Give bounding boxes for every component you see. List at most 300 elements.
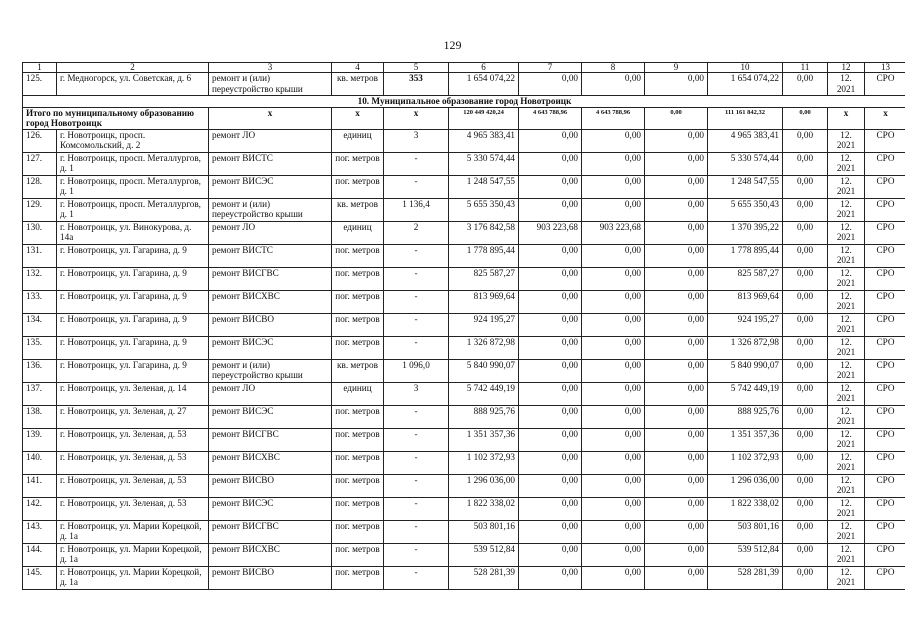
term-cell: 12. 2021 [828, 313, 865, 336]
term-cell: 12. 2021 [828, 497, 865, 520]
unit-cell: пог. метров [332, 290, 384, 313]
cost-cell: 0,00 [519, 474, 582, 497]
cost-cell: 0,00 [582, 497, 645, 520]
work-type-cell: ремонт ВИСХВС [209, 451, 332, 474]
column-number: 11 [783, 63, 828, 73]
column-number: 6 [449, 63, 519, 73]
cost-cell: 0,00 [582, 267, 645, 290]
term-cell: 12. 2021 [828, 221, 865, 244]
address-cell: г. Новотроицк, ул. Гагарина, д. 9 [57, 267, 209, 290]
cost-cell: 4 965 383,41 [708, 129, 783, 152]
work-type-cell: ремонт ВИСТС [209, 244, 332, 267]
total-cost-cell: 813 969,64 [449, 290, 519, 313]
address-cell: г. Новотроицк, ул. Винокурова, д. 14а [57, 221, 209, 244]
cost-cell: 0,00 [783, 244, 828, 267]
address-cell: г. Новотроицк, ул. Марии Корецкой, д. 1а [57, 566, 209, 589]
cost-cell: 0,00 [645, 382, 708, 405]
table-row [23, 405, 905, 428]
cost-cell: 0,00 [582, 405, 645, 428]
total-cost-cell: 4 965 383,41 [449, 129, 519, 152]
total-cell: 120 449 420,24 [449, 107, 519, 129]
row-number: 129. [23, 198, 57, 221]
cost-cell: 0,00 [645, 221, 708, 244]
table-row [23, 566, 905, 589]
cost-cell: 0,00 [783, 175, 828, 198]
total-cost-cell: 1 822 338,02 [449, 497, 519, 520]
row-number: 145. [23, 566, 57, 589]
work-type-cell: ремонт и (или) переустройство крыши [209, 198, 332, 221]
cost-cell: 0,00 [783, 290, 828, 313]
row-number: 142. [23, 497, 57, 520]
cost-cell: 0,00 [783, 313, 828, 336]
cost-cell: 0,00 [645, 497, 708, 520]
address-cell: г. Новотроицк, просп. Комсомольский, д. 2 [57, 129, 209, 152]
total-cell: 4 643 788,96 [582, 107, 645, 129]
address-cell: г. Новотроицк, просп. Металлургов, д. 1 [57, 198, 209, 221]
quantity-cell: - [384, 313, 449, 336]
work-type-cell: ремонт ВИСГВС [209, 520, 332, 543]
address-cell: г. Новотроицк, ул. Марии Корецкой, д. 1а [57, 520, 209, 543]
total-cell: 111 161 842,32 [708, 107, 783, 129]
cost-cell: 0,00 [783, 474, 828, 497]
total-cost-cell: 888 925,76 [449, 405, 519, 428]
cost-cell: 528 281,39 [708, 566, 783, 589]
cost-cell: 0,00 [519, 313, 582, 336]
row-number: 133. [23, 290, 57, 313]
column-number: 9 [645, 63, 708, 73]
term-cell: 12. 2021 [828, 73, 865, 96]
quantity-cell: - [384, 566, 449, 589]
cost-cell: 0,00 [645, 520, 708, 543]
cost-cell: 0,00 [783, 543, 828, 566]
cost-cell: 0,00 [519, 244, 582, 267]
page-number: 129 [443, 38, 462, 52]
total-cost-cell: 5 330 574,44 [449, 152, 519, 175]
method-cell: СРО [865, 152, 905, 175]
column-number: 8 [582, 63, 645, 73]
table-row [23, 497, 905, 520]
total-cost-cell: 924 195,27 [449, 313, 519, 336]
cost-cell: 0,00 [783, 152, 828, 175]
address-cell: г. Новотроицк, ул. Гагарина, д. 9 [57, 290, 209, 313]
cost-cell: 0,00 [783, 428, 828, 451]
work-type-cell: ремонт ВИСТС [209, 152, 332, 175]
cost-cell: 0,00 [645, 175, 708, 198]
cost-cell: 0,00 [783, 336, 828, 359]
unit-cell: единиц [332, 129, 384, 152]
total-cell: х [332, 107, 384, 129]
method-cell: СРО [865, 474, 905, 497]
work-type-cell: ремонт ВИСХВС [209, 543, 332, 566]
row-number: 128. [23, 175, 57, 198]
table-row [23, 520, 905, 543]
row-number: 143. [23, 520, 57, 543]
column-number: 10 [708, 63, 783, 73]
row-number: 140. [23, 451, 57, 474]
cost-cell: 503 801,16 [708, 520, 783, 543]
cost-cell: 1 102 372,93 [708, 451, 783, 474]
method-cell: СРО [865, 221, 905, 244]
unit-cell: пог. метров [332, 175, 384, 198]
address-cell: г. Новотроицк, ул. Зеленая, д. 53 [57, 428, 209, 451]
quantity-cell: - [384, 290, 449, 313]
table-row [23, 244, 905, 267]
total-cost-cell: 825 587,27 [449, 267, 519, 290]
cost-cell: 0,00 [519, 520, 582, 543]
cost-cell: 0,00 [582, 244, 645, 267]
total-cell: х [384, 107, 449, 129]
row-number: 127. [23, 152, 57, 175]
total-row [23, 107, 905, 129]
total-cost-cell: 539 512,84 [449, 543, 519, 566]
table-row [23, 543, 905, 566]
cost-cell: 1 326 872,98 [708, 336, 783, 359]
term-cell: 12. 2021 [828, 428, 865, 451]
cost-cell: 0,00 [783, 497, 828, 520]
address-cell: г. Медногорск, ул. Советская, д. 6 [57, 73, 209, 96]
row-number: 141. [23, 474, 57, 497]
unit-cell: пог. метров [332, 244, 384, 267]
unit-cell: пог. метров [332, 152, 384, 175]
work-type-cell: ремонт ВИСГВС [209, 267, 332, 290]
cost-cell: 0,00 [519, 405, 582, 428]
cost-cell: 1 351 357,36 [708, 428, 783, 451]
unit-cell: кв. метров [332, 198, 384, 221]
column-number: 1 [23, 63, 57, 73]
cost-cell: 0,00 [519, 129, 582, 152]
row-number: 125. [23, 73, 57, 96]
work-type-cell: ремонт ЛО [209, 221, 332, 244]
cost-cell: 813 969,64 [708, 290, 783, 313]
cost-cell: 0,00 [645, 336, 708, 359]
term-cell: 12. 2021 [828, 129, 865, 152]
table-row [23, 152, 905, 175]
table-row [23, 175, 905, 198]
row-number: 139. [23, 428, 57, 451]
total-label: Итого по муниципальному образованию город Новотроицк [23, 107, 209, 129]
table-row [23, 336, 905, 359]
table-body [23, 63, 905, 590]
column-number: 2 [57, 63, 209, 73]
column-number: 3 [209, 63, 332, 73]
unit-cell: пог. метров [332, 428, 384, 451]
cost-cell: 0,00 [783, 451, 828, 474]
cost-cell: 0,00 [519, 175, 582, 198]
cost-cell: 903 223,68 [519, 221, 582, 244]
work-type-cell: ремонт ВИСЭС [209, 175, 332, 198]
total-cost-cell: 5 742 449,19 [449, 382, 519, 405]
cost-cell: 0,00 [519, 359, 582, 382]
column-number: 4 [332, 63, 384, 73]
work-type-cell: ремонт ЛО [209, 382, 332, 405]
table-row [23, 267, 905, 290]
cost-cell: 0,00 [519, 497, 582, 520]
column-number: 5 [384, 63, 449, 73]
row-number: 135. [23, 336, 57, 359]
row-number: 126. [23, 129, 57, 152]
quantity-cell: - [384, 543, 449, 566]
cost-cell: 0,00 [783, 520, 828, 543]
total-cost-cell: 1 778 895,44 [449, 244, 519, 267]
cost-cell: 0,00 [519, 566, 582, 589]
total-cost-cell: 1 326 872,98 [449, 336, 519, 359]
cost-cell: 0,00 [582, 290, 645, 313]
cost-cell: 0,00 [645, 405, 708, 428]
total-cost-cell: 503 801,16 [449, 520, 519, 543]
work-type-cell: ремонт ВИСВО [209, 313, 332, 336]
cost-cell: 0,00 [645, 543, 708, 566]
cost-cell: 0,00 [645, 198, 708, 221]
total-cost-cell: 528 281,39 [449, 566, 519, 589]
method-cell: СРО [865, 359, 905, 382]
address-cell: г. Новотроицк, просп. Металлургов, д. 1 [57, 152, 209, 175]
term-cell: 12. 2021 [828, 405, 865, 428]
unit-cell: пог. метров [332, 543, 384, 566]
cost-cell: 0,00 [783, 267, 828, 290]
term-cell: 12. 2021 [828, 359, 865, 382]
cost-cell: 0,00 [783, 198, 828, 221]
cost-cell: 1 778 895,44 [708, 244, 783, 267]
quantity-cell: 353 [384, 73, 449, 96]
quantity-cell: - [384, 152, 449, 175]
total-cell: 4 643 788,96 [519, 107, 582, 129]
column-number: 13 [865, 63, 905, 73]
cost-cell: 0,00 [645, 566, 708, 589]
cost-cell: 0,00 [519, 543, 582, 566]
method-cell: СРО [865, 566, 905, 589]
quantity-cell: 2 [384, 221, 449, 244]
method-cell: СРО [865, 405, 905, 428]
unit-cell: кв. метров [332, 359, 384, 382]
table-row [23, 382, 905, 405]
cost-cell: 1 822 338,02 [708, 497, 783, 520]
unit-cell: пог. метров [332, 336, 384, 359]
unit-cell: кв. метров [332, 73, 384, 96]
total-cost-cell: 1 654 074,22 [449, 73, 519, 96]
cost-cell: 0,00 [582, 520, 645, 543]
unit-cell: пог. метров [332, 451, 384, 474]
total-cell: 0,00 [645, 107, 708, 129]
method-cell: СРО [865, 543, 905, 566]
row-number: 144. [23, 543, 57, 566]
cost-cell: 0,00 [519, 73, 582, 96]
method-cell: СРО [865, 290, 905, 313]
unit-cell: пог. метров [332, 566, 384, 589]
column-number: 7 [519, 63, 582, 73]
quantity-cell: - [384, 175, 449, 198]
total-cell: 0,00 [783, 107, 828, 129]
method-cell: СРО [865, 336, 905, 359]
cost-cell: 0,00 [645, 451, 708, 474]
cost-cell: 888 925,76 [708, 405, 783, 428]
cost-cell: 0,00 [582, 175, 645, 198]
cost-cell: 0,00 [582, 313, 645, 336]
total-cell: х [209, 107, 332, 129]
cost-cell: 0,00 [645, 474, 708, 497]
cost-cell: 0,00 [645, 73, 708, 96]
unit-cell: пог. метров [332, 313, 384, 336]
cost-cell: 0,00 [645, 290, 708, 313]
row-number: 134. [23, 313, 57, 336]
term-cell: 12. 2021 [828, 267, 865, 290]
table-row [23, 73, 905, 96]
method-cell: СРО [865, 382, 905, 405]
cost-cell: 0,00 [519, 382, 582, 405]
cost-cell: 539 512,84 [708, 543, 783, 566]
method-cell: СРО [865, 520, 905, 543]
cost-cell: 0,00 [783, 221, 828, 244]
total-cost-cell: 1 296 036,00 [449, 474, 519, 497]
table-row [23, 313, 905, 336]
cost-cell: 5 330 574,44 [708, 152, 783, 175]
cost-cell: 0,00 [582, 451, 645, 474]
work-type-cell: ремонт и (или) переустройство крыши [209, 359, 332, 382]
work-type-cell: ремонт ЛО [209, 129, 332, 152]
cost-cell: 1 296 036,00 [708, 474, 783, 497]
quantity-cell: - [384, 267, 449, 290]
term-cell: 12. 2021 [828, 474, 865, 497]
method-cell: СРО [865, 244, 905, 267]
section-title: 10. Муниципальное образование город Новотроицк [23, 96, 905, 108]
address-cell: г. Новотроицк, просп. Металлургов, д. 1 [57, 175, 209, 198]
cost-cell: 1 654 074,22 [708, 73, 783, 96]
quantity-cell: 3 [384, 382, 449, 405]
quantity-cell: - [384, 336, 449, 359]
quantity-cell: - [384, 451, 449, 474]
method-cell: СРО [865, 428, 905, 451]
cost-cell: 0,00 [582, 359, 645, 382]
table-row [23, 428, 905, 451]
quantity-cell: 1 096,0 [384, 359, 449, 382]
quantity-cell: - [384, 428, 449, 451]
quantity-cell: 1 136,4 [384, 198, 449, 221]
unit-cell: единиц [332, 382, 384, 405]
unit-cell: пог. метров [332, 267, 384, 290]
cost-cell: 0,00 [582, 336, 645, 359]
work-type-cell: ремонт ВИСХВС [209, 290, 332, 313]
unit-cell: пог. метров [332, 405, 384, 428]
total-cost-cell: 1 351 357,36 [449, 428, 519, 451]
total-cell: х [865, 107, 905, 129]
total-cost-cell: 1 102 372,93 [449, 451, 519, 474]
address-cell: г. Новотроицк, ул. Гагарина, д. 9 [57, 336, 209, 359]
quantity-cell: - [384, 244, 449, 267]
cost-cell: 0,00 [783, 405, 828, 428]
method-cell: СРО [865, 313, 905, 336]
cost-cell: 0,00 [582, 129, 645, 152]
total-cost-cell: 1 248 547,55 [449, 175, 519, 198]
cost-cell: 0,00 [519, 198, 582, 221]
term-cell: 12. 2021 [828, 175, 865, 198]
work-type-cell: ремонт ВИСГВС [209, 428, 332, 451]
term-cell: 12. 2021 [828, 520, 865, 543]
cost-cell: 0,00 [645, 428, 708, 451]
cost-cell: 0,00 [582, 543, 645, 566]
cost-cell: 0,00 [519, 428, 582, 451]
method-cell: СРО [865, 198, 905, 221]
row-number: 138. [23, 405, 57, 428]
total-cost-cell: 5 840 990,07 [449, 359, 519, 382]
term-cell: 12. 2021 [828, 336, 865, 359]
cost-cell: 0,00 [519, 336, 582, 359]
term-cell: 12. 2021 [828, 244, 865, 267]
term-cell: 12. 2021 [828, 198, 865, 221]
quantity-cell: - [384, 474, 449, 497]
cost-cell: 0,00 [783, 566, 828, 589]
quantity-cell: - [384, 520, 449, 543]
unit-cell: пог. метров [332, 474, 384, 497]
cost-cell: 1 248 547,55 [708, 175, 783, 198]
cost-cell: 5 655 350,43 [708, 198, 783, 221]
cost-cell: 0,00 [645, 152, 708, 175]
table-row [23, 221, 905, 244]
cost-cell: 825 587,27 [708, 267, 783, 290]
cost-cell: 0,00 [645, 244, 708, 267]
work-type-cell: ремонт ВИСЭС [209, 497, 332, 520]
work-type-cell: ремонт ВИСЭС [209, 336, 332, 359]
cost-cell: 1 370 395,22 [708, 221, 783, 244]
cost-cell: 0,00 [519, 451, 582, 474]
cost-cell: 0,00 [582, 73, 645, 96]
cost-cell: 0,00 [582, 382, 645, 405]
total-cost-cell: 3 176 842,58 [449, 221, 519, 244]
cost-cell: 5 840 990,07 [708, 359, 783, 382]
cost-cell: 0,00 [645, 313, 708, 336]
table-row [23, 359, 905, 382]
total-cell: х [828, 107, 865, 129]
address-cell: г. Новотроицк, ул. Зеленая, д. 14 [57, 382, 209, 405]
cost-cell: 903 223,68 [582, 221, 645, 244]
column-number: 12 [828, 63, 865, 73]
row-number: 136. [23, 359, 57, 382]
cost-cell: 0,00 [783, 73, 828, 96]
row-number: 132. [23, 267, 57, 290]
method-cell: СРО [865, 497, 905, 520]
cost-cell: 0,00 [783, 382, 828, 405]
table-row [23, 198, 905, 221]
work-type-cell: ремонт ВИСЭС [209, 405, 332, 428]
cost-cell: 0,00 [519, 152, 582, 175]
cost-cell: 0,00 [645, 267, 708, 290]
term-cell: 12. 2021 [828, 382, 865, 405]
quantity-cell: - [384, 405, 449, 428]
cost-cell: 0,00 [645, 129, 708, 152]
term-cell: 12. 2021 [828, 566, 865, 589]
work-type-cell: ремонт ВИСВО [209, 474, 332, 497]
row-number: 131. [23, 244, 57, 267]
table-row [23, 129, 905, 152]
address-cell: г. Новотроицк, ул. Гагарина, д. 9 [57, 313, 209, 336]
total-cost-cell: 5 655 350,43 [449, 198, 519, 221]
row-number: 130. [23, 221, 57, 244]
row-number: 137. [23, 382, 57, 405]
method-cell: СРО [865, 129, 905, 152]
table-row [23, 290, 905, 313]
method-cell: СРО [865, 73, 905, 96]
column-number-row [23, 63, 905, 73]
method-cell: СРО [865, 175, 905, 198]
table-row [23, 474, 905, 497]
address-cell: г. Новотроицк, ул. Зеленая, д. 53 [57, 451, 209, 474]
table-row [23, 451, 905, 474]
quantity-cell: 3 [384, 129, 449, 152]
cost-cell: 0,00 [582, 198, 645, 221]
cost-cell: 0,00 [582, 474, 645, 497]
quantity-cell: - [384, 497, 449, 520]
term-cell: 12. 2021 [828, 451, 865, 474]
term-cell: 12. 2021 [828, 543, 865, 566]
method-cell: СРО [865, 267, 905, 290]
